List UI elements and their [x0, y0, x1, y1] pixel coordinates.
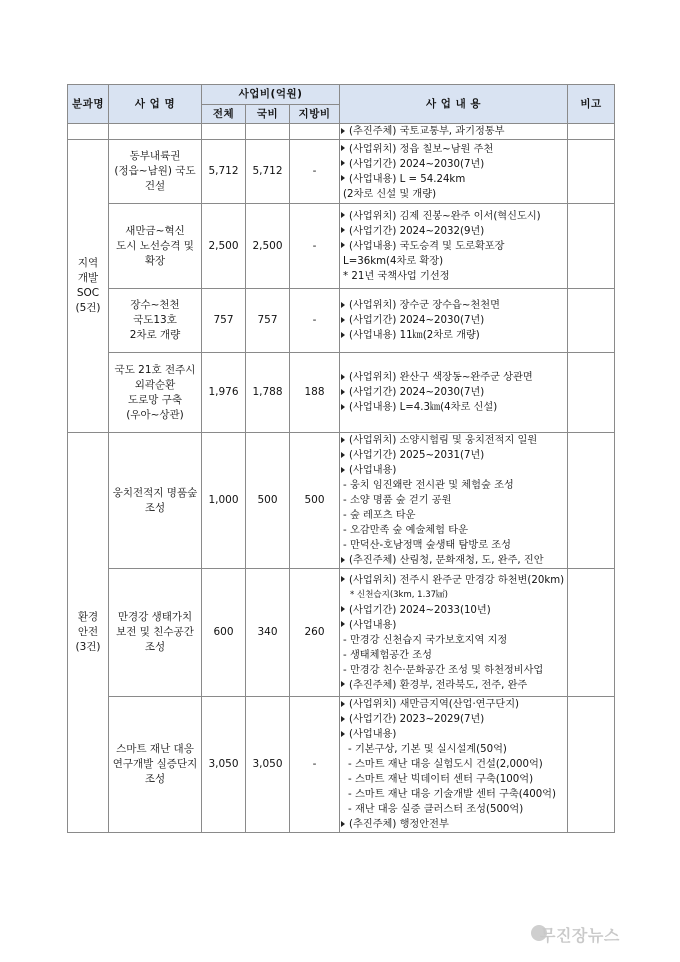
- cost-total-cell: 5,712: [202, 140, 246, 204]
- content-line: - 만경강 친수·문화공간 조성 및 하천정비사업: [343, 664, 544, 676]
- project-name-line: 2차로 개량: [129, 329, 181, 341]
- cost-local-cell: -: [290, 289, 340, 353]
- content-line: - 스마트 재난 대응 실험도시 건설(2,000억): [348, 759, 543, 770]
- content-line: (사업기간) 2025~2031(7년): [349, 450, 485, 461]
- project-name-cell: [109, 569, 202, 697]
- project-name-cell: [109, 433, 202, 569]
- content-line: - 스마트 재난 대응 기술개발 센터 구축(400억): [348, 789, 556, 800]
- bullet-icon: [341, 332, 345, 338]
- content-line: - 오감만족 숲 예술체험 타운: [343, 525, 468, 536]
- content-line: (사업내용): [349, 465, 397, 476]
- bullet-icon: [341, 227, 345, 233]
- table-row: [68, 697, 615, 833]
- project-name-line: 국도 21호 전주시: [114, 363, 196, 376]
- cost-total-cell: 600: [202, 569, 246, 697]
- content-line: - 기본구상, 기본 및 실시설계(50억): [348, 744, 507, 755]
- content-line: * 신천습지(3km, 1.37㎢): [350, 589, 448, 600]
- content-cell: [340, 204, 568, 289]
- project-name-line: 보전 및 친수공간: [116, 626, 194, 638]
- header-total: 전체: [202, 105, 246, 124]
- bullet-icon: [341, 374, 345, 380]
- project-name-line: 동부내륙권: [129, 150, 181, 162]
- project-name-cell: [109, 353, 202, 433]
- project-name-line: 도시 노선승격 및: [116, 239, 194, 252]
- header-local: 지방비: [290, 105, 340, 124]
- content-line: (추진주체) 환경부, 전라북도, 전주, 완주: [349, 679, 528, 691]
- project-name-line: 만경강 생태가치: [117, 611, 193, 623]
- project-name-line: 국도13호: [133, 314, 177, 326]
- content-line: - 웅치 임진왜란 전시관 및 체험숲 조성: [343, 480, 514, 491]
- project-name-line: 건설: [144, 180, 166, 192]
- cost-national-cell: 500: [246, 433, 290, 569]
- project-name-cell: [109, 140, 202, 204]
- content-line: L=36km(4차로 확장): [343, 255, 444, 267]
- content-line: (사업내용): [349, 619, 397, 631]
- category-label: 개발: [77, 272, 99, 284]
- category-label: (5건): [75, 302, 101, 314]
- note-cell: [568, 697, 615, 833]
- content-line: (사업위치) 김제 진봉~완주 이서(혁신도시): [349, 210, 541, 222]
- content-line: - 스마트 재난 빅데이터 센터 구축(100억): [348, 774, 534, 785]
- content-line: - 만경강 신천습지 국가보호지역 지정: [343, 634, 508, 646]
- category-label: 지역: [77, 257, 99, 269]
- cost-local-cell: 500: [290, 433, 340, 569]
- content-line: (사업내용): [349, 729, 397, 740]
- category-label: (3건): [75, 641, 101, 653]
- cost-total-cell: 1,976: [202, 353, 246, 433]
- cost-local-cell: -: [290, 140, 340, 204]
- bullet-icon: [341, 242, 345, 248]
- project-name-line: 새만금~혁신: [125, 224, 185, 237]
- category-label: 안전: [77, 626, 99, 638]
- header-category: 분과명: [68, 85, 109, 124]
- bullet-icon: [341, 389, 345, 395]
- cost-local-cell: 188: [290, 353, 340, 433]
- project-name-line: (정읍~남원) 국도: [114, 165, 196, 177]
- content-line: (사업내용) L = 54.24km: [349, 173, 466, 185]
- bullet-icon: [341, 621, 345, 627]
- table-row: [68, 569, 615, 697]
- bullet-icon: [341, 404, 345, 410]
- bullet-icon: [341, 128, 345, 134]
- category-label: SOC: [76, 287, 100, 299]
- bullet-icon: [341, 212, 345, 218]
- header-national: 국비: [246, 105, 290, 124]
- cost-total-cell: 757: [202, 289, 246, 353]
- table-body: [68, 124, 615, 833]
- cost-total-cell: 1,000: [202, 433, 246, 569]
- content-line: (사업기간) 2024~2033(10년): [349, 604, 491, 616]
- project-name-line: 외곽순환: [134, 378, 176, 391]
- project-name-line: 조성: [144, 501, 166, 514]
- cost-local-cell: -: [290, 204, 340, 289]
- bullet-icon: [341, 606, 345, 612]
- content-line: (사업위치) 전주시 완주군 만경강 하천변(20km): [349, 574, 565, 586]
- bullet-icon: [341, 821, 345, 827]
- project-name-line: 도로망 구축: [127, 393, 183, 406]
- continuation-row: [68, 124, 615, 140]
- note-cell: [568, 204, 615, 289]
- content-cell: [340, 353, 568, 433]
- content-line: - 재난 대응 실증 클러스터 조성(500억): [348, 804, 524, 815]
- content-line: (2차로 신설 및 개량): [343, 188, 437, 200]
- category-label: 환경: [77, 611, 99, 623]
- project-name-line: 연구개발 실증단지: [112, 758, 198, 770]
- content-line: - 숲 레포츠 타운: [343, 510, 416, 521]
- bullet-icon: [341, 701, 345, 707]
- bullet-icon: [341, 716, 345, 722]
- cost-national-cell: 1,788: [246, 353, 290, 433]
- content-line: - 소양 명품 숲 걷기 공원: [343, 495, 452, 506]
- cost-national-cell: 3,050: [246, 697, 290, 833]
- content-line: (사업위치) 장수군 장수읍~천천면: [349, 300, 500, 311]
- category-cell: [68, 140, 109, 433]
- category-cell: [68, 433, 109, 833]
- cost-total-cell: 2,500: [202, 204, 246, 289]
- content-line: (사업위치) 새만금지역(산업·연구단지): [349, 699, 520, 710]
- content-cell: [340, 433, 568, 569]
- project-table: [67, 84, 615, 833]
- content-line: (사업내용) 국도승격 및 도로확포장: [349, 240, 505, 252]
- cost-national-cell: 5,712: [246, 140, 290, 204]
- content-line: (사업위치) 정읍 칠보~남원 주천: [349, 143, 494, 155]
- content-line: - 만덕산-호남정맥 숲생태 탐방로 조성: [343, 540, 511, 551]
- bullet-icon: [341, 681, 345, 687]
- project-name-cell: [109, 204, 202, 289]
- bullet-icon: [341, 145, 345, 151]
- content-line: (사업위치) 소양시험림 및 웅치전적지 일원: [349, 435, 538, 446]
- content-line: (사업기간) 2023~2029(7년): [349, 714, 485, 725]
- table-row: [68, 433, 615, 569]
- project-name-line: 조성: [144, 773, 166, 785]
- table-row: [68, 289, 615, 353]
- cost-local-cell: 260: [290, 569, 340, 697]
- content-line: (사업기간) 2024~2030(7년): [349, 315, 485, 326]
- content-line: (추진주체) 행정안전부: [349, 819, 449, 830]
- note-cell: [568, 140, 615, 204]
- project-name-cell: [109, 289, 202, 353]
- content-line: * 21년 국책사업 기선정: [343, 270, 450, 282]
- table-row: [68, 204, 615, 289]
- watermark: 무진장뉴스: [540, 926, 620, 945]
- content-cell: [340, 289, 568, 353]
- table-row: [68, 353, 615, 433]
- cost-local-cell: -: [290, 697, 340, 833]
- table-row: [68, 140, 615, 204]
- bullet-icon: [341, 557, 345, 563]
- header-project-name: 사 업 명: [109, 85, 202, 124]
- content-line: (추진주체) 국토교통부, 과기정통부: [349, 126, 505, 137]
- note-cell: [568, 353, 615, 433]
- content-line: (사업내용) L=4.3㎞(4차로 신설): [349, 402, 498, 413]
- content-line: (사업기간) 2024~2030(7년): [349, 158, 485, 170]
- bullet-icon: [341, 731, 345, 737]
- project-name-line: 조성: [144, 641, 166, 653]
- content-line: - 생태체험공간 조성: [343, 649, 432, 661]
- bullet-icon: [341, 160, 345, 166]
- header-content: 사 업 내 용: [340, 85, 568, 124]
- bullet-icon: [341, 175, 345, 181]
- content-line: (사업위치) 완산구 색장동~완주군 상관면: [349, 372, 533, 383]
- cost-total-cell: 3,050: [202, 697, 246, 833]
- content-line: (사업기간) 2024~2030(7년): [349, 387, 485, 398]
- content-line: (추진주체) 산림청, 문화재청, 도, 완주, 진안: [349, 555, 544, 566]
- bullet-icon: [341, 467, 345, 473]
- content-cell: [340, 569, 568, 697]
- continuation-content: [340, 124, 568, 140]
- header-cost: 사업비(억원): [202, 85, 340, 105]
- content-line: (사업기간) 2024~2032(9년): [349, 225, 485, 237]
- project-name-line: 스마트 재난 대응: [116, 743, 194, 755]
- bullet-icon: [341, 437, 345, 443]
- note-cell: [568, 569, 615, 697]
- bullet-icon: [341, 317, 345, 323]
- project-name-line: 장수~천천: [130, 299, 180, 311]
- content-cell: [340, 140, 568, 204]
- bullet-icon: [341, 452, 345, 458]
- project-name-line: 웅치전적지 명품숲: [112, 486, 198, 499]
- bullet-icon: [341, 302, 345, 308]
- header-note: 비고: [568, 85, 615, 124]
- project-name-line: (우아~상관): [126, 408, 184, 421]
- cost-national-cell: 757: [246, 289, 290, 353]
- cost-national-cell: 340: [246, 569, 290, 697]
- note-cell: [568, 289, 615, 353]
- project-name-line: 확장: [144, 254, 166, 267]
- cost-national-cell: 2,500: [246, 204, 290, 289]
- content-line: (사업내용) 11㎞(2차로 개량): [349, 330, 480, 341]
- project-name-cell: [109, 697, 202, 833]
- bullet-icon: [341, 576, 345, 582]
- note-cell: [568, 433, 615, 569]
- content-cell: [340, 697, 568, 833]
